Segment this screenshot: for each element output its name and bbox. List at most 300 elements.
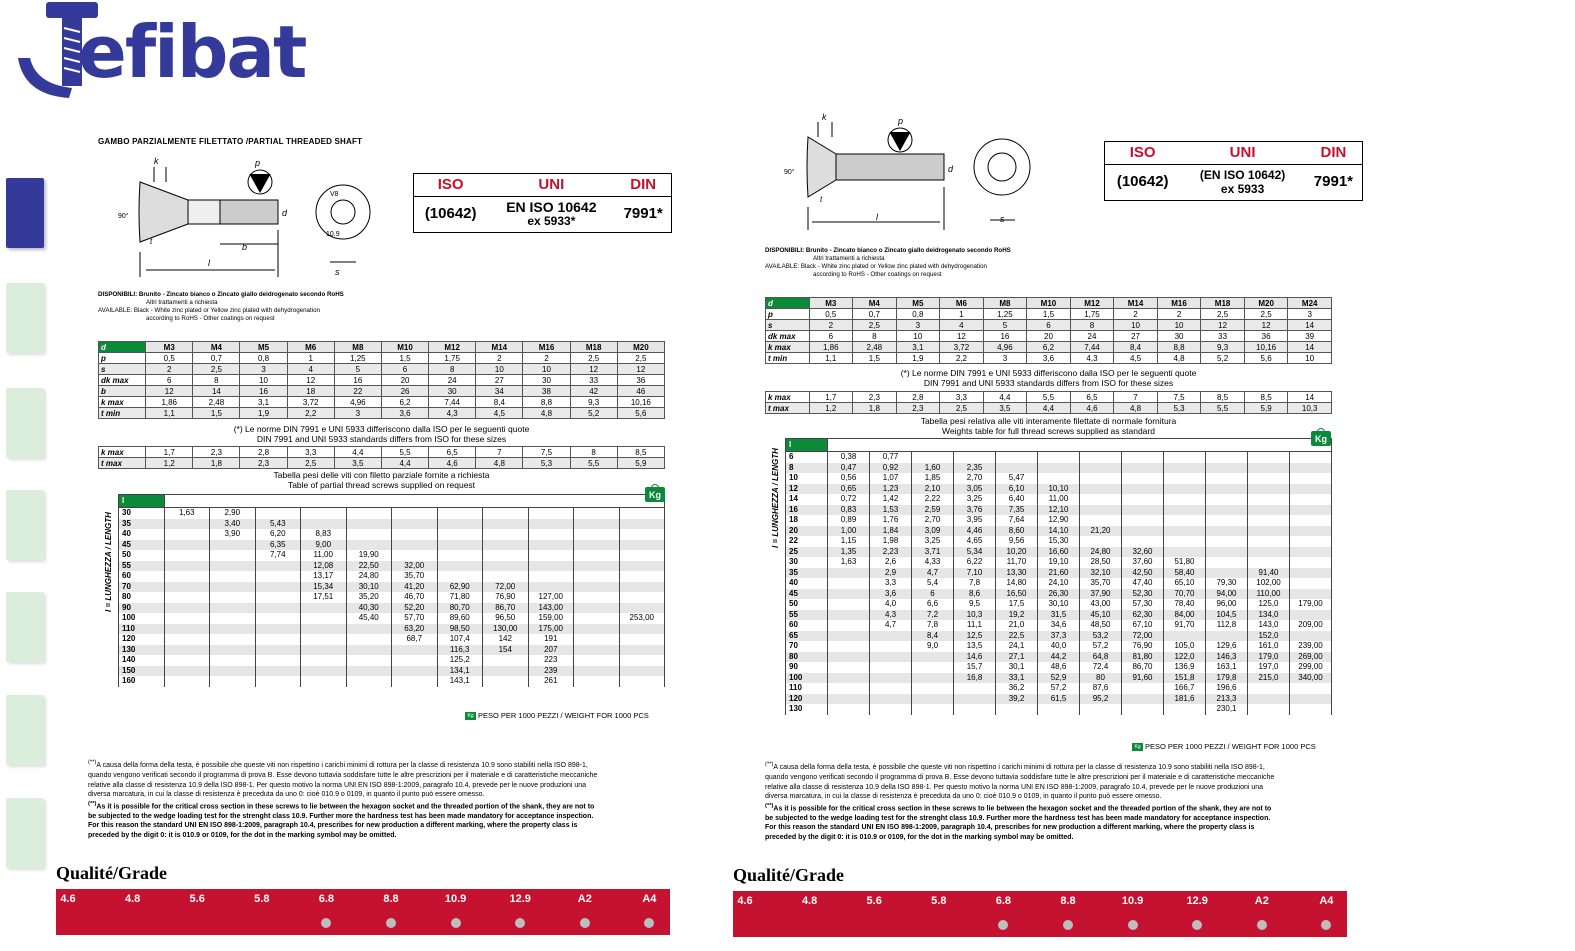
length-axis-label: l = LUNGHEZZA / LENGTH xyxy=(771,448,780,548)
length-cell: 10 xyxy=(786,473,828,484)
weight-cell xyxy=(164,676,210,687)
cell: 2,5 xyxy=(617,353,664,364)
weight-cell: 7,35 xyxy=(996,505,1038,516)
cell: 12 xyxy=(617,364,664,375)
weight-cell: 68,7 xyxy=(392,634,438,645)
table-row xyxy=(119,645,665,656)
length-cell: 35 xyxy=(786,568,828,579)
weight-cell xyxy=(301,676,347,687)
length-cell: 150 xyxy=(119,666,165,677)
weight-cell: 37,60 xyxy=(1122,557,1164,568)
weight-cell: 35,70 xyxy=(1080,578,1122,589)
weight-cell: 94,00 xyxy=(1206,589,1248,600)
din-note-it: (*) Le norme DIN 7991 e UNI 5933 differiscono dalla ISO per le seguenti quote xyxy=(900,368,1197,378)
weight-cell: 24,80 xyxy=(346,571,392,582)
weight-cell: 143,1 xyxy=(437,676,483,687)
grade-available-dot xyxy=(1257,920,1267,930)
weight-cell xyxy=(619,624,665,635)
cell: 36 xyxy=(617,375,664,386)
weight-cell: 4,65 xyxy=(954,536,996,547)
weight-cell: 3,71 xyxy=(912,547,954,558)
weight-cell: 63,20 xyxy=(392,624,438,635)
weight-cell xyxy=(210,592,256,603)
weight-cell xyxy=(1122,505,1164,516)
weight-cell xyxy=(346,634,392,645)
table-row xyxy=(786,568,1332,579)
weight-cell: 47,40 xyxy=(1122,578,1164,589)
cell: 42 xyxy=(570,386,617,397)
weight-cell: 40,30 xyxy=(346,603,392,614)
label-s: s xyxy=(1000,214,1005,224)
weight-cell xyxy=(210,561,256,572)
weight-cell: 65,10 xyxy=(1164,578,1206,589)
cell: 4,4 xyxy=(334,447,381,458)
weight-cell xyxy=(828,631,870,642)
uni-ex: ex 5933 xyxy=(1220,182,1265,197)
table-row xyxy=(99,447,665,458)
weight-cell: 7,2 xyxy=(912,610,954,621)
label-p: p xyxy=(255,158,261,168)
weight-cell xyxy=(210,540,256,551)
weight-cell xyxy=(828,620,870,631)
weight-cell: 127,00 xyxy=(528,592,574,603)
weight-cell: 58,40 xyxy=(1164,568,1206,579)
side-tab[interactable] xyxy=(6,283,44,353)
weight-cell: 21,0 xyxy=(996,620,1038,631)
weight-cell: 239 xyxy=(528,666,574,677)
cell: 1,2 xyxy=(146,458,193,469)
weight-cell: 30,10 xyxy=(346,582,392,593)
cell: 14 xyxy=(193,386,240,397)
cell: 6 xyxy=(1027,320,1071,331)
table-row xyxy=(119,676,665,687)
weight-cell: 76,90 xyxy=(483,592,529,603)
table-row xyxy=(786,494,1332,505)
weight-cell xyxy=(1206,515,1248,526)
grade-label: 4.6 xyxy=(737,895,753,907)
grade-label: A2 xyxy=(1254,895,1269,907)
cell: 2 xyxy=(146,364,193,375)
cell: 3,6 xyxy=(381,408,428,419)
weight-cell xyxy=(346,519,392,530)
weight-cell xyxy=(1290,452,1332,463)
cell: 2,48 xyxy=(193,397,240,408)
weight-cell: 52,9 xyxy=(1038,673,1080,684)
weight-cell xyxy=(437,571,483,582)
weight-cell: 62,90 xyxy=(437,582,483,593)
cell: 10,3 xyxy=(1288,403,1332,414)
length-cell: 6 xyxy=(786,452,828,463)
weight-cell: 1,15 xyxy=(828,536,870,547)
available-line: AVAILABLE: Black - White zinc plated or Yellow zinc plated with dehydrogenation xyxy=(765,263,987,270)
weight-cell xyxy=(301,603,347,614)
weight-cell xyxy=(210,676,256,687)
header-size: M3 xyxy=(146,342,193,353)
weight-cell xyxy=(870,704,912,715)
cell: 5,5 xyxy=(1027,392,1071,403)
weight-cell: 166,7 xyxy=(1164,683,1206,694)
weight-cell: 13,30 xyxy=(996,568,1038,579)
weight-cell: 2,35 xyxy=(954,463,996,474)
weight-cell xyxy=(255,592,301,603)
weight-cell: 24,10 xyxy=(1038,578,1080,589)
table-row xyxy=(119,571,665,582)
cell: 6 xyxy=(381,364,428,375)
weight-cell xyxy=(392,519,438,530)
side-tab[interactable] xyxy=(6,388,44,458)
weight-cell xyxy=(437,529,483,540)
weight-cell: 230,1 xyxy=(1206,704,1248,715)
grade-bar-bottom xyxy=(56,911,670,935)
grade-label: 4.8 xyxy=(124,893,141,905)
side-tab[interactable] xyxy=(6,798,44,868)
grade-available-dot xyxy=(386,918,396,928)
weight-cell: 181,6 xyxy=(1164,694,1206,705)
kg-icon: Kg xyxy=(645,487,665,502)
cell: 2,5 xyxy=(287,458,334,469)
weight-cell xyxy=(870,683,912,694)
weight-cell: 28,50 xyxy=(1080,557,1122,568)
cell: 7,44 xyxy=(1070,342,1114,353)
table-row xyxy=(99,386,665,397)
weight-cell xyxy=(1080,452,1122,463)
cell: 30 xyxy=(1157,331,1201,342)
din-table xyxy=(98,446,665,469)
length-cell: 60 xyxy=(119,571,165,582)
weight-cell xyxy=(1206,536,1248,547)
weight-cell xyxy=(255,561,301,572)
row-label: dk max xyxy=(766,331,810,342)
weight-cell xyxy=(1164,452,1206,463)
row-label: t max xyxy=(99,458,146,469)
weight-cell: 9,5 xyxy=(954,599,996,610)
weight-cell: 12,08 xyxy=(301,561,347,572)
weight-cell: 45,10 xyxy=(1080,610,1122,621)
table-row xyxy=(766,353,1332,364)
weight-cell: 22,5 xyxy=(996,631,1038,642)
cell: 3 xyxy=(1288,309,1332,320)
length-cell: 18 xyxy=(786,515,828,526)
weight-cell xyxy=(392,655,438,666)
cell: 1,86 xyxy=(146,397,193,408)
weight-cell xyxy=(870,662,912,673)
table-row xyxy=(786,547,1332,558)
cell: 4,6 xyxy=(1070,403,1114,414)
weight-cell: 72,00 xyxy=(1122,631,1164,642)
weight-cell xyxy=(996,463,1038,474)
weight-cell: 61,5 xyxy=(1038,694,1080,705)
weight-cell: 104,5 xyxy=(1206,610,1248,621)
weight-cell: 87,6 xyxy=(1080,683,1122,694)
table-row xyxy=(786,631,1332,642)
weight-cell xyxy=(346,624,392,635)
weight-cell xyxy=(255,603,301,614)
iso-value: (10642) xyxy=(1116,173,1169,191)
label-d: d xyxy=(282,208,288,218)
length-cell: 160 xyxy=(119,676,165,687)
weight-cell xyxy=(437,540,483,551)
weight-cell xyxy=(255,676,301,687)
weight-cell xyxy=(1122,463,1164,474)
weight-cell: 0,77 xyxy=(870,452,912,463)
weight-cell: 95,2 xyxy=(1080,694,1122,705)
cell: 30 xyxy=(523,375,570,386)
cell: 2,5 xyxy=(1244,309,1288,320)
table-row xyxy=(786,589,1332,600)
cell: 4,8 xyxy=(1157,353,1201,364)
weight-cell xyxy=(1080,473,1122,484)
weight-cell xyxy=(301,519,347,530)
table-row xyxy=(766,320,1332,331)
row-label: p xyxy=(99,353,146,364)
cell: 1 xyxy=(287,353,334,364)
weight-cell: 6 xyxy=(912,589,954,600)
cell: 3 xyxy=(896,320,940,331)
table-row xyxy=(766,392,1332,403)
grade-bar xyxy=(733,891,1347,937)
weight-cell xyxy=(574,519,620,530)
grade-label: A4 xyxy=(642,893,657,905)
weight-cell xyxy=(301,645,347,656)
weight-cell xyxy=(255,613,301,624)
weight-cell xyxy=(346,645,392,656)
grade-label: 12.9 xyxy=(1186,895,1208,907)
weight-cell: 6,35 xyxy=(255,540,301,551)
weight-cell xyxy=(828,694,870,705)
weight-cell: 9,0 xyxy=(912,641,954,652)
grade-title: Qualité/Grade xyxy=(733,865,844,885)
length-cell: 70 xyxy=(119,582,165,593)
grade-label: A2 xyxy=(577,893,592,905)
length-cell: 12 xyxy=(786,484,828,495)
grade-available-dot xyxy=(1128,920,1138,930)
weight-cell: 64,8 xyxy=(1080,652,1122,663)
table-row xyxy=(766,309,1332,320)
header-size: M12 xyxy=(1070,298,1114,309)
weight-cell: 1,00 xyxy=(828,526,870,537)
weight-cell xyxy=(574,645,620,656)
weight-cell xyxy=(1038,463,1080,474)
length-cell: 80 xyxy=(119,592,165,603)
weight-cell: 6,6 xyxy=(912,599,954,610)
table-row xyxy=(119,561,665,572)
weight-cell xyxy=(1164,536,1206,547)
cell: 4,96 xyxy=(983,342,1027,353)
weight-cell: 112,8 xyxy=(1206,620,1248,631)
cell: 3,3 xyxy=(287,447,334,458)
weight-cell xyxy=(255,634,301,645)
length-cell: 30 xyxy=(119,508,165,519)
weight-cell xyxy=(1290,526,1332,537)
weight-cell: 71,80 xyxy=(437,592,483,603)
weight-cell: 19,2 xyxy=(996,610,1038,621)
grade-available-dot xyxy=(1063,920,1073,930)
cell: 4 xyxy=(940,320,984,331)
weight-cell xyxy=(1080,463,1122,474)
length-cell: 50 xyxy=(119,550,165,561)
weight-cell: 27,1 xyxy=(996,652,1038,663)
header-spacer xyxy=(164,495,665,508)
available-line: Altri trattamenti a richiesta xyxy=(813,255,885,262)
weight-cell xyxy=(870,631,912,642)
cell: 2,5 xyxy=(1201,309,1245,320)
weight-cell xyxy=(1290,631,1332,642)
din-note-en: DIN 7991 and UNI 5933 standards differs from ISO for these sizes xyxy=(923,378,1174,388)
cell: 34 xyxy=(476,386,523,397)
weight-cell: 70,70 xyxy=(1164,589,1206,600)
weight-cell: 57,30 xyxy=(1122,599,1164,610)
length-cell: 30 xyxy=(786,557,828,568)
length-cell: 45 xyxy=(119,540,165,551)
side-tab[interactable] xyxy=(6,490,44,560)
weight-cell xyxy=(528,529,574,540)
length-cell: 8 xyxy=(786,463,828,474)
grade-label: 10.9 xyxy=(444,893,467,905)
label-p: p xyxy=(898,116,904,126)
weight-cell: 11,1 xyxy=(954,620,996,631)
cell: 7,5 xyxy=(1157,392,1201,403)
cell: 5,3 xyxy=(523,458,570,469)
weight-cell: 1,98 xyxy=(870,536,912,547)
weight-cell: 1,76 xyxy=(870,515,912,526)
weight-cell: 26,30 xyxy=(1038,589,1080,600)
weight-cell: 46,70 xyxy=(392,592,438,603)
weight-cell xyxy=(574,676,620,687)
weight-cell xyxy=(164,666,210,677)
side-tab-active[interactable] xyxy=(6,178,44,248)
cell: 2,8 xyxy=(896,392,940,403)
dimensions-table xyxy=(98,341,665,419)
weight-cell: 40,0 xyxy=(1038,641,1080,652)
weight-cell: 1,63 xyxy=(164,508,210,519)
weight-cell xyxy=(1080,704,1122,715)
weight-cell: 12,90 xyxy=(1038,515,1080,526)
weight-cell: 179,0 xyxy=(1248,652,1290,663)
weight-cell xyxy=(483,655,529,666)
cell: 38 xyxy=(523,386,570,397)
weight-cell xyxy=(164,561,210,572)
header-d: d xyxy=(766,298,810,309)
weight-cell: 8,4 xyxy=(912,631,954,642)
cell: 0,8 xyxy=(896,309,940,320)
weight-cell xyxy=(1164,526,1206,537)
cell: 2,2 xyxy=(287,408,334,419)
footnote-left xyxy=(88,759,598,840)
weight-cell xyxy=(1290,484,1332,495)
iso-header: ISO xyxy=(1105,142,1180,164)
weight-cell: 5,34 xyxy=(954,547,996,558)
weight-cell xyxy=(528,561,574,572)
brand-logo xyxy=(14,0,334,105)
weight-cell xyxy=(619,519,665,530)
weight-cell: 1,42 xyxy=(870,494,912,505)
weight-cell xyxy=(1206,484,1248,495)
header-d: d xyxy=(99,342,146,353)
cell: 3,5 xyxy=(983,403,1027,414)
cell: 0,5 xyxy=(146,353,193,364)
weight-cell xyxy=(954,683,996,694)
weight-cell xyxy=(1206,547,1248,558)
length-cell: 40 xyxy=(119,529,165,540)
side-tab[interactable] xyxy=(6,592,44,662)
weight-cell xyxy=(1122,515,1164,526)
fn-en: As it is possible for the critical cross section in these screws to lie between the hexagon socket and the threaded portion of the shank, they are not to be subjected to the wedge loading test for the strenght class 10.9. Further more the hardness test has been made mandatory for acceptance inspection. For this reason the standard UNI EN ISO 898-1:2009, paragraph 10.4, prescribes for new production a different marking, where the property class is preceded by the digit 0: it is 010.9 or 0109, for the dot in the marking symbol may be omitted. xyxy=(88,803,595,839)
cell: 2 xyxy=(1157,309,1201,320)
weight-cell xyxy=(346,666,392,677)
weight-cell xyxy=(912,683,954,694)
weight-cell xyxy=(255,666,301,677)
grade-label: 5.6 xyxy=(866,895,882,907)
cell: 18 xyxy=(287,386,334,397)
cell: 46 xyxy=(617,386,664,397)
weight-cell xyxy=(210,645,256,656)
weight-cell xyxy=(574,666,620,677)
cell: 4,3 xyxy=(1070,353,1114,364)
table-row xyxy=(119,540,665,551)
weight-cell: 35,70 xyxy=(392,571,438,582)
cell: 3,72 xyxy=(287,397,334,408)
header-size: M4 xyxy=(853,298,897,309)
weight-cell xyxy=(164,582,210,593)
weight-cell: 143,00 xyxy=(528,603,574,614)
weight-cell xyxy=(392,540,438,551)
weight-cell: 191 xyxy=(528,634,574,645)
cell: 1,2 xyxy=(809,403,853,414)
weight-cell: 91,40 xyxy=(1248,568,1290,579)
cell: 0,7 xyxy=(853,309,897,320)
table-row xyxy=(786,557,1332,568)
side-tab[interactable] xyxy=(6,695,44,765)
weight-cell xyxy=(392,550,438,561)
weight-cell: 13,17 xyxy=(301,571,347,582)
length-cell: 60 xyxy=(786,620,828,631)
cell: 9,3 xyxy=(570,397,617,408)
fn-mark: (**) xyxy=(765,802,774,809)
cell: 5,2 xyxy=(1201,353,1245,364)
weight-cell xyxy=(996,704,1038,715)
cell: 6,2 xyxy=(1027,342,1071,353)
table-row xyxy=(786,505,1332,516)
grade-label: 6.8 xyxy=(318,893,335,905)
weight-cell xyxy=(210,655,256,666)
weight-cell: 110,00 xyxy=(1248,589,1290,600)
weight-cell: 1,23 xyxy=(870,484,912,495)
cell: 26 xyxy=(381,386,428,397)
weight-cell xyxy=(164,571,210,582)
weight-cell xyxy=(912,673,954,684)
table-row xyxy=(119,624,665,635)
weight-cell: 154 xyxy=(483,645,529,656)
cell: 10 xyxy=(240,375,287,386)
cell: 3 xyxy=(240,364,287,375)
weight-cell xyxy=(346,655,392,666)
cell: 14 xyxy=(1288,320,1332,331)
table-row xyxy=(119,519,665,530)
weight-cell: 1,07 xyxy=(870,473,912,484)
cell: 2 xyxy=(476,353,523,364)
weight-cell xyxy=(1122,452,1164,463)
grade-label: 10.9 xyxy=(1121,895,1144,907)
weight-cell: 32,10 xyxy=(1080,568,1122,579)
weight-cell: 41,20 xyxy=(392,582,438,593)
weight-cell: 72,00 xyxy=(483,582,529,593)
weights-title xyxy=(98,470,665,490)
uni-header: UNI xyxy=(1180,142,1304,164)
grade-title: Qualité/Grade xyxy=(56,863,167,883)
label-k: k xyxy=(822,112,827,122)
weight-cell: 1,53 xyxy=(870,505,912,516)
weight-cell xyxy=(1290,463,1332,474)
